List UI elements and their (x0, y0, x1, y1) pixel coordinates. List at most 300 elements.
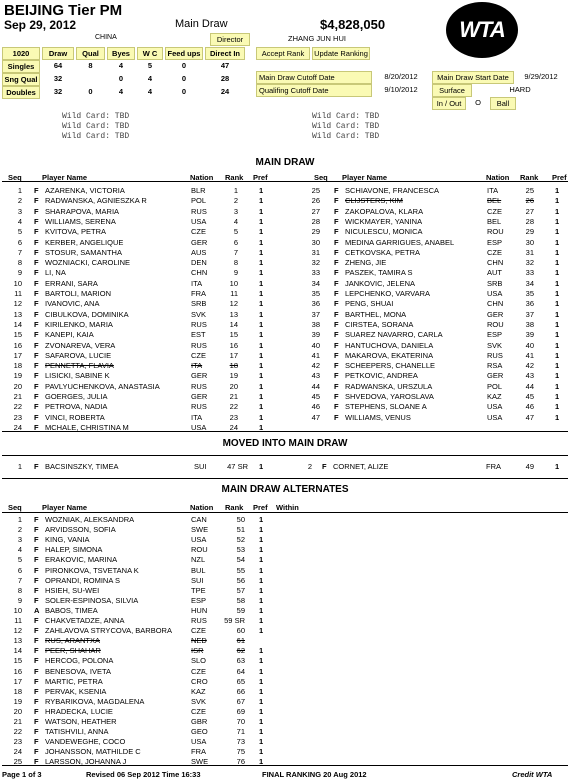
pref: 1 (259, 196, 264, 206)
header-cell: Within (276, 503, 299, 512)
rank: 66 (236, 686, 245, 696)
seq: 24 (13, 422, 22, 432)
pref: 1 (555, 319, 560, 329)
alternate-row (0, 525, 570, 535)
nation: BEL (487, 196, 502, 206)
entry-type: F (334, 247, 339, 257)
seq: 44 (311, 381, 320, 391)
nation: ITA (191, 278, 203, 288)
header-cell: Rank (225, 173, 244, 182)
info-row-label: Singles (2, 60, 40, 73)
entry-type: F (334, 299, 339, 309)
player-name: MCHALE, CHRISTINA M (45, 422, 129, 432)
entry-type: F (334, 330, 339, 340)
entry-type: F (34, 309, 39, 319)
seq: 8 (17, 585, 22, 595)
pref: 1 (555, 402, 560, 412)
entry-type: F (34, 737, 39, 747)
pref: 1 (555, 309, 560, 319)
seq: 23 (13, 737, 22, 747)
nation: RSA (487, 361, 503, 371)
rank: 57 (236, 585, 245, 595)
nation: POL (191, 196, 207, 206)
entry-type: F (34, 237, 39, 247)
header-cell: Player Name (342, 173, 388, 182)
pref: 1 (555, 381, 560, 391)
info-row-label: Sng Qual (2, 73, 40, 86)
entry-type: F (34, 268, 39, 278)
player-name: JANKOVIC, JELENA (345, 278, 416, 288)
player-name: ZVONAREVA, VERA (45, 340, 116, 350)
player-name: ZAKOPALOVA, KLARA (345, 206, 424, 216)
entry-type: F (34, 636, 39, 646)
pref: 1 (555, 268, 560, 278)
nation: ROU (487, 319, 504, 329)
nation: SUI (194, 462, 207, 471)
rank: 16 (229, 340, 238, 350)
nation: SWE (191, 757, 209, 767)
seq: 32 (311, 258, 320, 268)
main-draw-row (0, 186, 570, 196)
entry-type: F (34, 247, 39, 257)
seq: 29 (311, 227, 320, 237)
player-name: WATSON, HEATHER (45, 717, 117, 726)
player-name: CIBULKOVA, DOMINIKA (45, 309, 129, 319)
seq: 11 (14, 616, 22, 625)
player-name: PENNETTA, FLAVIA (45, 361, 114, 371)
entry-type: F (334, 237, 339, 247)
info-col-header: Qual (76, 47, 105, 60)
nation: AUT (487, 268, 502, 278)
player-name: ERAKOVIC, MARINA (45, 555, 118, 565)
rank: 1 (233, 186, 238, 195)
alternate-row (0, 636, 570, 646)
nation: RUS (191, 402, 207, 412)
player-name: WILLIAMS, SERENA (45, 216, 116, 226)
pref: 1 (259, 381, 264, 391)
nation: HUN (191, 605, 208, 615)
entry-type: F (34, 696, 39, 706)
pref: 1 (259, 626, 264, 636)
rank: 64 (236, 666, 245, 676)
entry-type: F (334, 216, 339, 226)
alternate-row (0, 566, 570, 576)
alternate-row (0, 555, 570, 565)
pref: 1 (259, 340, 264, 350)
rank: 18 (229, 361, 238, 371)
nation: BLR (191, 186, 206, 195)
pref: 1 (259, 525, 264, 535)
pref: 1 (555, 371, 560, 381)
rank: 73 (236, 737, 245, 747)
main-draw-row (0, 341, 570, 351)
player-name: WOZNIAK, ALEKSANDRA (45, 515, 135, 524)
player-name: PETKOVIC, ANDREA (345, 371, 418, 381)
header-cell: Nation (190, 503, 214, 512)
entry-type: F (34, 422, 39, 432)
nation: ROU (191, 545, 208, 555)
rank: 56 (236, 575, 245, 585)
player-name: BABOS, TIMEA (45, 605, 98, 615)
pref: 1 (259, 309, 264, 319)
rank: 69 (236, 706, 245, 716)
rank: 34 (525, 278, 534, 288)
rank: 29 (525, 227, 534, 237)
nation: USA (191, 422, 207, 432)
rank: 23 (229, 412, 238, 422)
entry-type: F (334, 268, 339, 278)
seq: 20 (13, 381, 22, 391)
pref: 1 (259, 706, 264, 716)
player-name: SHARAPOVA, MARIA (45, 206, 120, 216)
pref: 1 (555, 247, 560, 257)
rank: 35 (525, 289, 534, 298)
rank: 41 (525, 350, 534, 360)
nation: CHN (191, 268, 208, 278)
main-draw-row (0, 196, 570, 206)
info-cell: 0 (181, 61, 187, 70)
divider (2, 431, 568, 432)
alternate-row (0, 667, 570, 677)
nation: FRA (191, 289, 206, 298)
seq: 9 (17, 268, 22, 278)
seq: 22 (13, 727, 22, 737)
info-cell: 4 (147, 87, 153, 96)
nation: GER (191, 371, 208, 381)
pref: 1 (259, 686, 264, 696)
nation: RUS (191, 319, 207, 329)
seq: 35 (311, 289, 320, 298)
rank: 52 (236, 535, 245, 545)
player-name: ERRANI, SARA (45, 278, 98, 288)
entry-type: F (34, 216, 39, 226)
entry-type: F (334, 186, 339, 195)
seq: 5 (17, 555, 22, 565)
alternate-row (0, 747, 570, 757)
pref: 1 (555, 462, 560, 471)
pref: 1 (555, 412, 560, 422)
pref: 1 (259, 717, 264, 726)
entry-type: F (34, 555, 39, 565)
nation: CZE (191, 706, 206, 716)
rank: 30 (525, 237, 534, 247)
pref: 1 (259, 696, 264, 706)
alternate-row (0, 656, 570, 666)
rank: 55 (236, 565, 245, 575)
inout-label: In / Out (432, 97, 466, 110)
rank: 13 (229, 309, 238, 319)
main-draw-row (0, 330, 570, 340)
seq: 14 (13, 319, 22, 329)
surface-label: Surface (432, 84, 472, 97)
entry-type: F (34, 545, 39, 555)
player-name: CORNET, ALIZE (333, 462, 389, 471)
pref: 1 (259, 319, 264, 329)
main-draw-row (0, 268, 570, 278)
seq: 1 (17, 462, 22, 471)
main-draw-row (0, 361, 570, 371)
rank: 49 (525, 462, 534, 471)
nation: SVK (487, 340, 503, 350)
nation: USA (487, 412, 503, 422)
seq: 8 (17, 258, 22, 268)
nation: GER (191, 237, 208, 247)
qual-cutoff-label: Qualifing Cutoff Date (256, 84, 372, 97)
info-cell: 4 (118, 87, 124, 96)
entry-type: F (34, 727, 39, 737)
wildcard-left: Wild Card: TBD (62, 112, 130, 121)
divider (2, 512, 568, 513)
pref: 1 (259, 462, 264, 471)
entry-type: F (334, 340, 339, 350)
pref: 1 (259, 422, 264, 432)
seq: 10 (13, 278, 22, 288)
seq: 12 (13, 626, 22, 636)
seq: 15 (13, 330, 22, 340)
seq: 18 (13, 361, 22, 371)
seq: 16 (13, 340, 22, 350)
header-cell: Rank (225, 503, 244, 512)
nation: ITA (191, 412, 203, 422)
alternate-row (0, 727, 570, 737)
header-cell: Seq (8, 173, 22, 182)
main-cutoff-date: 8/20/2012 (384, 72, 418, 81)
seq: 31 (311, 247, 320, 257)
nation: RUS (191, 616, 207, 625)
header-cell: Rank (520, 173, 539, 182)
player-name: HERCOG, POLONA (45, 656, 114, 666)
player-name: PENG, SHUAI (345, 299, 394, 309)
entry-type: F (334, 350, 339, 360)
entry-type: F (34, 196, 39, 206)
pref: 1 (259, 402, 264, 412)
entry-type: F (34, 515, 39, 524)
entry-type: F (34, 319, 39, 329)
pref: 1 (259, 278, 264, 288)
player-name: STOSUR, SAMANTHA (45, 247, 122, 257)
seq: 24 (13, 747, 22, 757)
seq: 30 (311, 237, 320, 247)
header-cell: Pref (253, 173, 268, 182)
director-name: ZHANG JUN HUI (288, 34, 346, 43)
pref: 1 (259, 350, 264, 360)
alternate-row (0, 576, 570, 586)
rank: 36 (525, 299, 534, 309)
seq: 19 (13, 696, 22, 706)
seq: 17 (13, 676, 22, 686)
wildcard-left: Wild Card: TBD (62, 122, 130, 131)
info-cell: 0 (118, 74, 124, 83)
seq: 38 (311, 319, 320, 329)
entry-type: F (334, 196, 339, 206)
seq: 37 (311, 309, 320, 319)
seq: 36 (311, 299, 320, 309)
start-date-label: Main Draw Start Date (432, 71, 514, 84)
main-draw-row (0, 402, 570, 412)
rank: 22 (229, 402, 238, 412)
nation: GER (191, 392, 208, 401)
header-cell: Player Name (42, 503, 88, 512)
rank: 53 (236, 545, 245, 555)
header-cell: Pref (253, 503, 268, 512)
pref: 1 (259, 299, 264, 309)
entry-type: F (34, 525, 39, 535)
player-name: BACSINSZKY, TIMEA (45, 462, 119, 471)
pref: 1 (555, 216, 560, 226)
nation: TPE (191, 585, 206, 595)
seq: 17 (13, 350, 22, 360)
pref: 1 (259, 289, 264, 298)
pref: 1 (555, 227, 560, 237)
credit: Credit WTA (512, 770, 553, 779)
entry-type: F (34, 299, 39, 309)
entry-type: F (34, 676, 39, 686)
pref: 1 (259, 371, 264, 381)
entry-type: F (34, 595, 39, 605)
seq: 23 (13, 412, 22, 422)
seq: 47 (311, 412, 320, 422)
rank: 54 (236, 555, 245, 565)
moved-title: MOVED INTO MAIN DRAW (222, 438, 348, 449)
pref: 1 (259, 595, 264, 605)
pref: 1 (259, 575, 264, 585)
revised-time: Revised 06 Sep 2012 Time 16:33 (86, 770, 201, 779)
player-name: RYBARIKOVA, MAGDALENA (45, 696, 145, 706)
main-draw-row (0, 289, 570, 299)
player-name: HALEP, SIMONA (45, 545, 103, 555)
rank: 3 (233, 206, 238, 216)
nation: GEO (191, 727, 208, 737)
player-name: VANDEWEGHE, COCO (45, 737, 126, 747)
nation: CRO (191, 676, 208, 686)
player-name: KVITOVA, PETRA (45, 227, 106, 237)
nation: BUL (191, 565, 206, 575)
seq: 25 (311, 186, 320, 195)
entry-type: F (34, 392, 39, 401)
pref: 1 (259, 227, 264, 237)
seq: 22 (13, 402, 22, 412)
rank: 10 (229, 278, 238, 288)
wildcard-right: Wild Card: TBD (312, 112, 380, 121)
entry-type: F (34, 340, 39, 350)
entry-type: F (334, 289, 339, 298)
seq: 4 (17, 216, 22, 226)
seq: 41 (311, 350, 320, 360)
rank: 25 (525, 186, 534, 195)
nation: ROU (487, 227, 504, 237)
divider (2, 181, 568, 182)
info-code: 1020 (2, 47, 40, 60)
main-draw-row (0, 382, 570, 392)
pref: 1 (259, 330, 264, 340)
header-cell: Nation (486, 173, 510, 182)
start-date: 9/29/2012 (524, 72, 558, 81)
update-ranking-button[interactable]: Update Ranking (312, 47, 370, 60)
entry-type: F (34, 686, 39, 696)
seq: 45 (311, 392, 320, 401)
pref: 1 (555, 340, 560, 350)
rank: 38 (525, 319, 534, 329)
rank: 31 (525, 247, 534, 257)
seq: 34 (311, 278, 320, 288)
seq: 25 (13, 757, 22, 767)
rank: 27 (525, 206, 534, 216)
rank: 70 (236, 717, 245, 726)
entry-type: F (334, 258, 339, 268)
player-name: ZAHLAVOVA STRYCOVA, BARBORA (45, 626, 172, 636)
seq: 1 (17, 515, 22, 524)
main-draw-row (0, 392, 570, 402)
accept-rank-button[interactable]: Accept Rank (256, 47, 310, 60)
entry-type: F (34, 666, 39, 676)
alternate-row (0, 697, 570, 707)
entry-type: F (34, 717, 39, 726)
main-draw-row (0, 310, 570, 320)
rank: 62 (236, 646, 245, 656)
pref: 1 (259, 206, 264, 216)
rank: 40 (525, 340, 534, 350)
rank: 6 (233, 237, 238, 247)
player-name: IVANOVIC, ANA (45, 299, 100, 309)
player-name: LI, NA (45, 268, 66, 278)
rank: 50 (236, 515, 245, 524)
player-name: WOZNIACKI, CAROLINE (45, 258, 131, 268)
alternate-row (0, 717, 570, 727)
nation: KAZ (191, 686, 206, 696)
entry-type: F (34, 616, 39, 625)
pref: 1 (555, 361, 560, 371)
divider (2, 455, 568, 456)
header-cell: Nation (190, 173, 214, 182)
player-name: WICKMAYER, YANINA (345, 216, 423, 226)
seq: 2 (17, 196, 22, 206)
rank: 47 (525, 412, 534, 422)
alternate-row (0, 616, 570, 626)
nation: SRB (487, 278, 503, 288)
header-cell: Seq (314, 173, 328, 182)
main-draw-row (0, 413, 570, 423)
main-draw-row (0, 279, 570, 289)
info-cell: 5 (147, 61, 153, 70)
alternate-row (0, 646, 570, 656)
player-name: JOHANSSON, MATHILDE C (45, 747, 141, 757)
nation: RUS (191, 340, 207, 350)
divider (2, 478, 568, 479)
wildcard-right: Wild Card: TBD (312, 132, 380, 141)
nation: CZE (191, 666, 206, 676)
rank: 21 (229, 392, 238, 401)
nation: USA (191, 737, 207, 747)
rank: 14 (229, 319, 238, 329)
nation: ITA (191, 361, 203, 371)
player-name: SUAREZ NAVARRO, CARLA (345, 330, 443, 340)
entry-type: F (34, 462, 39, 471)
player-name: SCHIAVONE, FRANCESCA (345, 186, 440, 195)
entry-type: F (334, 381, 339, 391)
pref: 1 (259, 412, 264, 422)
rank: 17 (229, 350, 238, 360)
rank: 15 (229, 330, 238, 340)
nation: KAZ (487, 392, 502, 401)
rank: 39 (525, 330, 534, 340)
seq: 40 (311, 340, 320, 350)
nation: USA (487, 402, 503, 412)
pref: 1 (555, 392, 560, 401)
pref: 1 (555, 350, 560, 360)
pref: 1 (259, 737, 264, 747)
seq: 1 (17, 186, 22, 195)
entry-type: F (34, 412, 39, 422)
